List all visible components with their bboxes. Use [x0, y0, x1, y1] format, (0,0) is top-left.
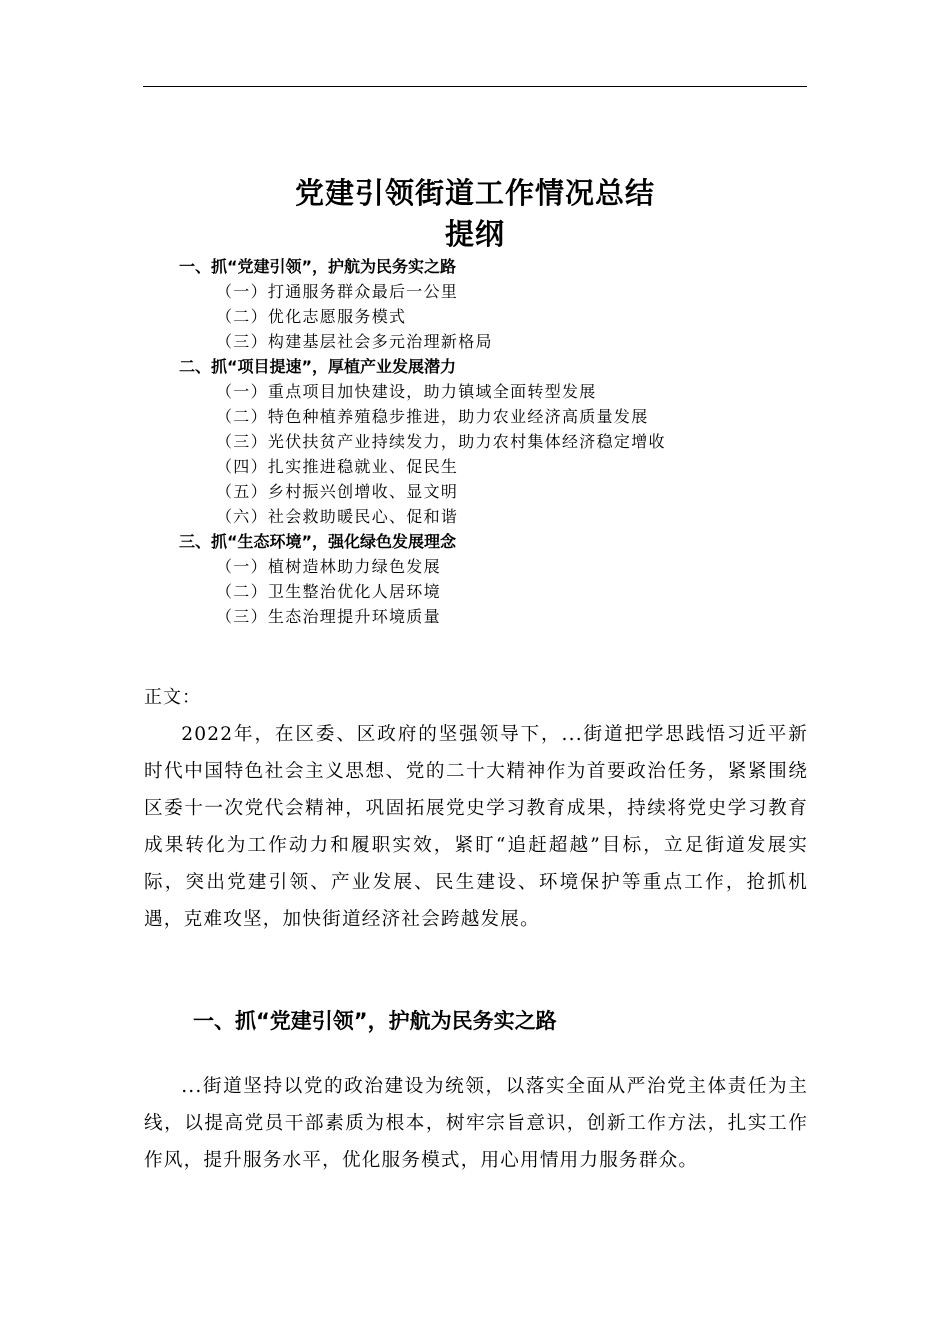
outline-item: （二）优化志愿服务模式 [216, 307, 407, 326]
document-subtitle: 提纲 [444, 217, 505, 251]
body-label: 正文： [144, 687, 201, 708]
outline-item: （四）扎实推进稳就业、促民生 [216, 457, 459, 476]
outline-item: （一）植树造林助力绿色发展 [216, 557, 441, 576]
outline-heading: 一、抓“党建引领”，护航为民务实之路 [179, 257, 457, 276]
outline-item: （三）光伏扶贫产业持续发力，助力农村集体经济稳定增收 [216, 432, 666, 451]
outline-item: （二）特色种植养殖稳步推进，助力农业经济高质量发展 [216, 407, 649, 426]
body-paragraph: 2022年，在区委、区政府的坚强领导下，...街道把学思践悟习近平新时代中国特色社会主义思想、党的二十大精神作为首要政治任务，紧紧围绕区委十一次党代会精神，巩固拓展党史学习教育成果，持续将党史学习教育成果转化为工作动力和履职实效，紧盯“追赶超越”目标，立足街道发展实际，突出党建引领、产业发展、民生建设、环境保护等重点工作，抢抓机遇，克难攻坚，加快街道经济社会跨越发展。 [144, 724, 808, 930]
outline-heading: 三、抓“生态环境”，强化绿色发展理念 [179, 532, 457, 551]
document-title: 党建引领街道工作情况总结 [294, 176, 655, 210]
outline-item: （三）构建基层社会多元治理新格局 [216, 332, 493, 351]
outline-item: （六）社会救助暖民心、促和谐 [216, 507, 459, 526]
outline-item: （三）生态治理提升环境质量 [216, 607, 441, 626]
outline-item: （二）卫生整治优化人居环境 [216, 582, 441, 601]
outline-item: （一）重点项目加快建设，助力镇域全面转型发展 [216, 382, 597, 401]
header-rule [143, 86, 807, 87]
outline-item: （一）打通服务群众最后一公里 [216, 282, 459, 301]
outline-item: （五）乡村振兴创增收、显文明 [216, 482, 459, 501]
section-heading: 一、抓“党建引领”，护航为民务实之路 [193, 1009, 557, 1033]
outline-heading: 二、抓“项目提速”，厚植产业发展潜力 [179, 357, 457, 376]
body-paragraph: ...街道坚持以党的政治建设为统领，以落实全面从严治党主体责任为主线，以提高党员干部素质为根本，树牢宗旨意识，创新工作方法，扎实工作作风，提升服务水平，优化服务模式，用心用情用力服务群众。 [144, 1076, 808, 1171]
